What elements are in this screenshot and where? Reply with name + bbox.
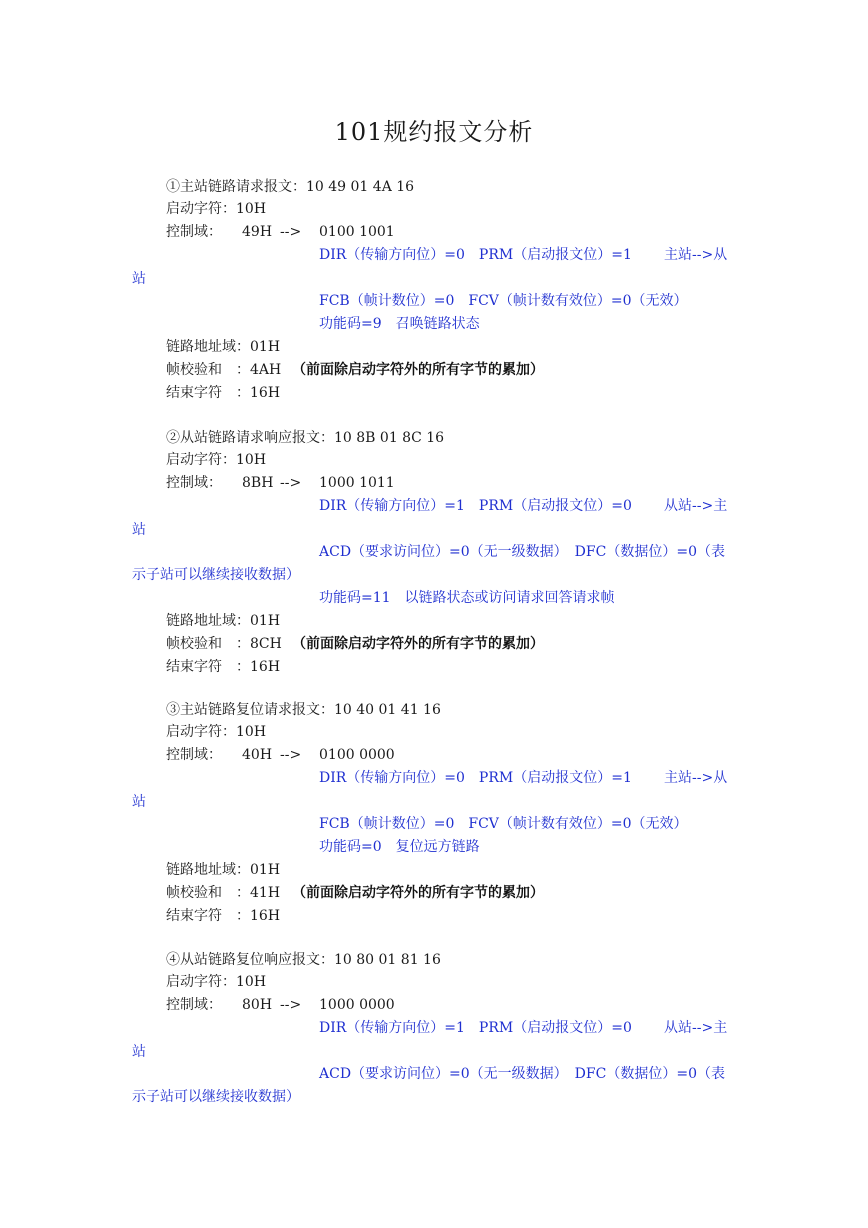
- dir-prm-bits: DIR（传输方向位）=1 PRM（启动报文位）=0: [319, 1020, 632, 1036]
- function-code: 功能码=11 以链路状态或访问请求回答请求帧: [319, 590, 615, 606]
- section-heading: ④从站链路复位响应报文：10 80 01 81 16: [166, 952, 441, 968]
- arrow: -->: [280, 997, 302, 1013]
- dir-prm-bits: DIR（传输方向位）=1 PRM（启动报文位）=0: [319, 498, 632, 514]
- checksum: 帧校验和 ：8CH: [166, 636, 282, 652]
- section-heading: ③主站链路复位请求报文：10 40 01 41 16: [166, 702, 441, 718]
- link-address: 链路地址域：01H: [166, 613, 281, 629]
- control-field-hex: 40H: [242, 747, 273, 763]
- section-heading: ①主站链路请求报文：10 49 01 4A 16: [166, 179, 415, 195]
- direction-note: 主站-->从: [664, 247, 728, 263]
- checksum-note: （前面除启动字符外的所有字节的累加）: [292, 362, 544, 378]
- fcb-fcv-bits: FCB（帧计数位）=0 FCV（帧计数有效位）=0（无效）: [319, 293, 688, 309]
- direction-note: 从站-->主: [664, 498, 728, 514]
- link-address: 链路地址域：01H: [166, 862, 281, 878]
- start-char: 启动字符：10H: [166, 201, 267, 217]
- fcb-fcv-bits: FCB（帧计数位）=0 FCV（帧计数有效位）=0（无效）: [319, 816, 688, 832]
- page-title: 101规约报文分析: [334, 118, 534, 146]
- direction-note-wrap: 站: [132, 522, 146, 538]
- control-field-label: 控制域：: [166, 747, 222, 763]
- function-code: 功能码=9 召唤链路状态: [319, 316, 480, 332]
- control-field-binary: 1000 0000: [319, 997, 395, 1013]
- arrow: -->: [280, 475, 302, 491]
- direction-note: 从站-->主: [664, 1020, 728, 1036]
- control-field-hex: 8BH: [242, 475, 274, 491]
- start-char: 启动字符：10H: [166, 974, 267, 990]
- dir-prm-bits: DIR（传输方向位）=0 PRM（启动报文位）=1: [319, 247, 632, 263]
- acd-dfc-bits-wrap: 示子站可以继续接收数据）: [132, 1089, 300, 1105]
- control-field-hex: 49H: [242, 224, 273, 240]
- start-char: 启动字符：10H: [166, 452, 267, 468]
- direction-note-wrap: 站: [132, 794, 146, 810]
- acd-dfc-bits-wrap: 示子站可以继续接收数据）: [132, 567, 300, 583]
- arrow: -->: [280, 224, 302, 240]
- control-field-label: 控制域：: [166, 997, 222, 1013]
- section-heading: ②从站链路请求响应报文：10 8B 01 8C 16: [166, 430, 445, 446]
- control-field-binary: 0100 0000: [319, 747, 395, 763]
- control-field-hex: 80H: [242, 997, 273, 1013]
- acd-dfc-bits: ACD（要求访问位）=0（无一级数据） DFC（数据位）=0（表: [319, 544, 725, 560]
- direction-note-wrap: 站: [132, 1044, 146, 1060]
- checksum-note: （前面除启动字符外的所有字节的累加）: [292, 636, 544, 652]
- checksum: 帧校验和 ：41H: [166, 885, 281, 901]
- direction-note-wrap: 站: [132, 271, 146, 287]
- end-char: 结束字符 ：16H: [166, 659, 281, 675]
- arrow: -->: [280, 747, 302, 763]
- control-field-label: 控制域：: [166, 224, 222, 240]
- checksum-note: （前面除启动字符外的所有字节的累加）: [292, 885, 544, 901]
- dir-prm-bits: DIR（传输方向位）=0 PRM（启动报文位）=1: [319, 770, 632, 786]
- start-char: 启动字符：10H: [166, 724, 267, 740]
- end-char: 结束字符 ：16H: [166, 385, 281, 401]
- link-address: 链路地址域：01H: [166, 339, 281, 355]
- direction-note: 主站-->从: [664, 770, 728, 786]
- checksum: 帧校验和 ：4AH: [166, 362, 282, 378]
- control-field-label: 控制域：: [166, 475, 222, 491]
- function-code: 功能码=0 复位远方链路: [319, 839, 480, 855]
- acd-dfc-bits: ACD（要求访问位）=0（无一级数据） DFC（数据位）=0（表: [319, 1066, 725, 1082]
- control-field-binary: 1000 1011: [319, 475, 395, 491]
- end-char: 结束字符 ：16H: [166, 908, 281, 924]
- control-field-binary: 0100 1001: [319, 224, 395, 240]
